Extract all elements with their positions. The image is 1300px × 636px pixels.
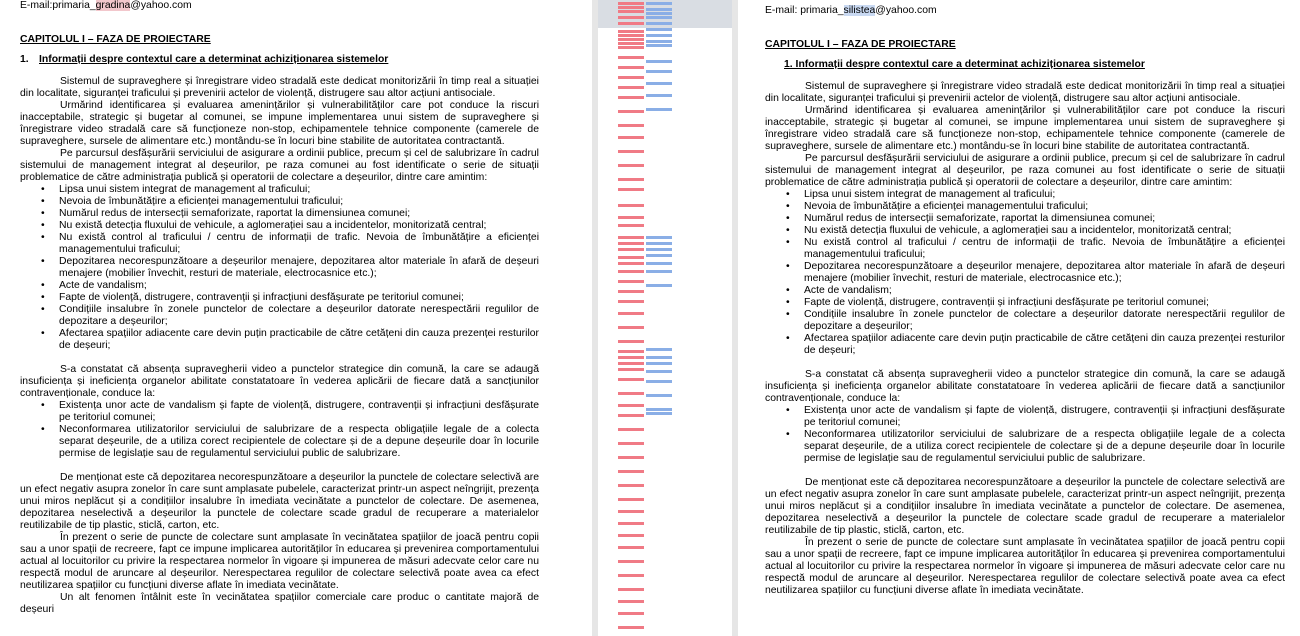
deleted-change-marker[interactable] [618, 404, 644, 407]
inserted-change-marker[interactable] [646, 284, 672, 287]
list-item: • Numărul redus de intersecții semaforizate, raportat la dimensiunea comunei; [804, 213, 1285, 225]
deleted-change-marker[interactable] [618, 534, 644, 537]
deleted-change-marker[interactable] [618, 10, 644, 13]
right-paragraph-2: Urmărind identificarea și evaluarea amenințărilor și vulnerabilităților care pot conduce la riscuri inacceptabile, strategic și bugetar al comunei, se impune implementarea unui sistem de supraveghere și înregistrare video stradală care să funcționeze non-stop, echipamentele tehnice componente (camerele de supraveghere, sursele de alimentare etc.) montându-se în locuri bine stabilite de autoritatea contractantă. [765, 105, 1285, 152]
right-email-changed-word[interactable]: silistea [843, 5, 876, 16]
list-item: • Nu există detecția fluxului de vehicule, a aglomerației sau a incidentelor, monitorizată central; [59, 220, 539, 232]
right-email-label: E-mail: primaria_ [765, 5, 844, 16]
list-item: • Nu există detecția fluxului de vehicule, a aglomerației sau a incidentelor, monitorizată central; [804, 225, 1285, 237]
left-section-heading [20, 54, 539, 66]
deleted-change-marker[interactable] [618, 124, 644, 127]
deleted-change-marker[interactable] [618, 470, 644, 473]
inserted-change-marker[interactable] [646, 34, 672, 37]
list-item: • Lipsa unui sistem integrat de management al traficului; [804, 189, 1285, 201]
deleted-change-marker[interactable] [618, 262, 644, 265]
right-problem-list [765, 189, 1285, 357]
deleted-change-marker[interactable] [618, 588, 644, 591]
deleted-change-marker[interactable] [618, 392, 644, 395]
deleted-change-marker[interactable] [618, 164, 644, 167]
inserted-change-marker[interactable] [646, 380, 672, 383]
inserted-change-marker[interactable] [646, 70, 672, 73]
deleted-change-marker[interactable] [618, 76, 644, 79]
left-section-title: Informații despre contextul care a determinat achiziționarea sistemelor [39, 54, 389, 65]
deleted-change-marker[interactable] [618, 522, 644, 525]
inserted-change-marker[interactable] [646, 370, 672, 373]
deleted-change-marker[interactable] [618, 270, 644, 273]
inserted-change-marker[interactable] [646, 348, 672, 351]
left-problem-list [20, 184, 539, 352]
deleted-change-marker[interactable] [618, 6, 644, 9]
left-paragraph-2: Urmărind identificarea și evaluarea amenințărilor și vulnerabilităților care pot conduce la riscuri inacceptabile, strategic și bugetar al comunei, se impune implementarea unui sistem de supraveghere și înregistrare video stradală care să funcționeze non-stop, echipamentele tehnice componente (camerele de supraveghere, sursele de alimentare etc.) montându-se în locuri bine stabilite de autoritatea contractantă. [20, 100, 539, 147]
deleted-change-marker[interactable] [618, 356, 644, 359]
deleted-change-marker[interactable] [618, 300, 644, 303]
list-item: • Existența unor acte de vandalism și fapte de violență, distrugere, contravenții și infracțiuni desfășurate pe teritoriul comunei; [59, 400, 539, 424]
right-chapter-heading: CAPITOLUL I – FAZA DE PROIECTARE [765, 39, 956, 50]
left-paragraph-4: S-a constatat că absența supravegherii video a punctelor strategice din comună, la care se adaugă insuficiența și ineficiența organelor abilitate constatatoare în vederea aplicării de fiecare dată a sancțiunilor contravenționale, conduce la: [20, 364, 539, 399]
list-item: • Depozitarea necorespunzătoare a deșeurilor menajere, depozitarea altor materiale în afară de deșeuri menajere (mobilier învechit, resturi de materiale, electrocasnice etc.); [804, 261, 1285, 285]
list-item: • Condițiile insalubre în zonele punctelor de colectare a deșeurilor datorate nerespectării regulilor de depozitare a deșeurilor; [59, 304, 539, 328]
list-item: • Condițiile insalubre în zonele punctelor de colectare a deșeurilor datorate nerespectării regulilor de depozitare a deșeurilor; [804, 309, 1285, 333]
left-document-page [20, 0, 539, 616]
right-section-heading: 1. Informații despre contextul care a determinat achiziționarea sistemelor [784, 59, 1145, 70]
left-email-line [20, 0, 539, 12]
deleted-change-marker[interactable] [618, 178, 644, 181]
deleted-change-marker[interactable] [618, 236, 644, 239]
inserted-change-marker[interactable] [646, 262, 672, 265]
list-item: • Nevoia de îmbunătățire a eficienței managementului traficului; [59, 196, 539, 208]
deleted-change-marker[interactable] [618, 204, 644, 207]
list-item: • Acte de vandalism; [804, 285, 1285, 297]
list-item: • Neconformarea utilizatorilor serviciului de salubrizare de a respecta obligațiile legale de a colecta separat deșeurile, de a utiliza corect recipientele de colectare și de a depune deșeurile doar în locurile permise de legislație sau de regulamentul serviciului public de salubrizare. [804, 429, 1285, 465]
right-paragraph-3: Pe parcursul desfășurării serviciului de asigurare a ordinii publice, precum și cel de salubrizare în cadrul sistemului de management integrat al deșeurilor, pe raza comunei au fost identificate o serie de situații problematice de către administrația publică și operatorii de colectare a deșeurilor, dintre care amintim: [765, 153, 1285, 188]
right-paragraph-4: S-a constatat că absența supravegherii video a punctelor strategice din comună, la care se adaugă insuficiența și ineficiența organelor abilitate constatatoare în vederea aplicării de fiecare dată a sancțiunilor contravenționale, conduce la: [765, 369, 1285, 404]
list-item: • Lipsa unui sistem integrat de management al traficului; [59, 184, 539, 196]
right-email-line [765, 5, 1285, 17]
inserted-change-marker[interactable] [646, 408, 672, 411]
inserted-change-marker[interactable] [646, 412, 672, 415]
deleted-change-marker[interactable] [618, 340, 644, 343]
list-item: • Depozitarea necorespunzătoare a deșeurilor menajere, depozitarea altor materiale în afară de deșeuri menajere (mobilier învechit, resturi de materiale, electrocasnice etc.); [59, 256, 539, 280]
deleted-change-marker[interactable] [618, 362, 644, 365]
inserted-change-marker[interactable] [646, 254, 672, 257]
deleted-change-marker[interactable] [618, 22, 644, 25]
deleted-change-marker[interactable] [618, 280, 644, 283]
inserted-change-marker[interactable] [646, 356, 672, 359]
list-item: • Fapte de violență, distrugere, contravenții și infracțiuni desfășurate pe teritoriul comunei; [59, 292, 539, 304]
deleted-change-marker[interactable] [618, 560, 644, 563]
deleted-change-marker[interactable] [618, 96, 644, 99]
left-paragraph-1: Sistemul de supraveghere și înregistrare video stradală este dedicat monitorizării în timp real a situației din localitate, siguranței traficului și prevenirii actelor de violență, distrugere sau altor acțiuni antisociale. [20, 76, 539, 99]
deleted-change-marker[interactable] [618, 612, 644, 615]
inserted-change-marker[interactable] [646, 270, 672, 273]
right-paragraph-6: În prezent o serie de puncte de colectare sunt amplasate în vecinătatea spațiilor de joacă pentru copii sau a unor spații de recreere, fapt ce impune implicarea autorităților în educarea și prevenirea comportamentului actual al locuitorilor cu privire la respectarea normelor în vigoare și impunerea de măsuri adecvate celor care nu respectă modul de aruncare al deșeurilor. Nerespectarea regulilor de colectare selectivă poate avea ca efect neutilizarea spațiilor cu funcțiuni diverse aflate în imediata vecinătate. [765, 537, 1285, 596]
deleted-change-marker[interactable] [618, 110, 644, 113]
deleted-change-marker[interactable] [618, 574, 644, 577]
left-section-number: 1. [20, 54, 29, 65]
right-document-pane[interactable] [738, 0, 1300, 636]
deleted-change-marker[interactable] [618, 256, 644, 259]
deleted-change-marker[interactable] [618, 290, 644, 293]
diff-overview-bar[interactable] [598, 0, 732, 636]
deleted-change-marker[interactable] [618, 546, 644, 549]
deleted-change-marker[interactable] [618, 312, 644, 315]
deleted-change-marker[interactable] [618, 510, 644, 513]
deleted-change-marker[interactable] [618, 56, 644, 59]
left-paragraph-6: În prezent o serie de puncte de colectare sunt amplasate în vecinătatea spațiilor de joacă pentru copii sau a unor spații de recreere, fapt ce impune implicarea autorităților în educarea și prevenirea comportamentului actual al locuitorilor cu privire la respectarea normelor în vigoare și impunerea de măsuri adecvate celor care nu respectă modul de aruncare al deșeurilor. Nerespectarea regulilor de colectare selectivă poate avea ca efect neutilizarea spațiilor cu funcțiuni diverse aflate în imediata vecinătate. [20, 532, 539, 591]
inserted-change-marker[interactable] [646, 248, 672, 251]
deleted-change-marker[interactable] [618, 456, 644, 459]
inserted-change-marker[interactable] [646, 108, 672, 111]
inserted-change-marker[interactable] [646, 236, 672, 239]
left-paragraph-5: De menționat este că depozitarea necorespunzătoare a deșeurilor la punctele de colectare selectivă are un efect negativ asupra zonelor în care sunt amplasate pubelele, caracterizat printr-un aspect neîngrijit, prezența unui miros neplăcut și a condițiilor insalubre în imediata vecinătate a punctelor de colectare. De asemenea, depozitarea neselectivă a deșeurilor la punctele de colectare scade gradul de recuperare a materialelor reutilizabile de tip plastic, sticlă, carton, etc. [20, 472, 539, 531]
deleted-change-marker[interactable] [618, 326, 644, 329]
list-item: • Neconformarea utilizatorilor serviciului de salubrizare de a respecta obligațiile legale de a colecta separat deșeurile, de a utiliza corect recipientele de colectare și de a depune deșeurile doar în locurile permise de legislație sau de regulamentul serviciului public de salubrizare. [59, 424, 539, 460]
deleted-change-marker[interactable] [618, 442, 644, 445]
deleted-change-marker[interactable] [618, 38, 644, 41]
deleted-change-marker[interactable] [618, 428, 644, 431]
left-paragraph-7: Un alt fenomen întâlnit este în vecinătatea spațiilor comerciale care produc o cantitate majoră de deșeuri [20, 592, 539, 615]
left-chapter-heading: CAPITOLUL I – FAZA DE PROIECTARE [20, 34, 211, 45]
deleted-change-marker[interactable] [618, 368, 644, 371]
left-document-pane[interactable] [0, 0, 592, 636]
inserted-change-marker[interactable] [646, 362, 672, 365]
list-item: • Afectarea spațiilor adiacente care devin puțin practicabile de către cetățeni din cauza prezenței resturilor de deșeuri; [59, 328, 539, 352]
deleted-change-marker[interactable] [618, 626, 644, 629]
list-item: • Existența unor acte de vandalism și fapte de violență, distrugere, contravenții și infracțiuni desfășurate pe teritoriul comunei; [804, 405, 1285, 429]
right-document-page [765, 0, 1285, 597]
diff-overview-map [598, 0, 732, 636]
list-item: • Nevoia de îmbunătățire a eficienței managementului traficului; [804, 201, 1285, 213]
deleted-change-marker[interactable] [618, 224, 644, 227]
deleted-change-marker[interactable] [618, 42, 644, 45]
deleted-change-marker[interactable] [618, 66, 644, 69]
inserted-change-marker[interactable] [646, 40, 672, 43]
deleted-change-marker[interactable] [618, 188, 644, 191]
list-item: • Nu există control al traficului / centru de informații de trafic. Nevoia de îmbunătățire a eficienței managementului traficului; [59, 232, 539, 256]
deleted-change-marker[interactable] [618, 378, 644, 381]
right-paragraph-5: De menționat este că depozitarea necorespunzătoare a deșeurilor la punctele de colectare selectivă are un efect negativ asupra zonelor în care sunt amplasate pubelele, caracterizat printr-un aspect neîngrijit, prezența unui miros neplăcut și a condițiilor insalubre în imediata vecinătate a punctelor de colectare. De asemenea, depozitarea neselectivă a deșeurilor la punctele de colectare scade gradul de recuperare a materialelor reutilizabile de tip plastic, sticlă, carton, etc. [765, 477, 1285, 536]
inserted-change-marker[interactable] [646, 8, 672, 11]
left-email-label: E-mail:primaria_ [20, 0, 96, 11]
list-item: • Fapte de violență, distrugere, contravenții și infracțiuni desfășurate pe teritoriul comunei; [804, 297, 1285, 309]
inserted-change-marker[interactable] [646, 82, 672, 85]
deleted-change-marker[interactable] [618, 414, 644, 417]
deleted-change-marker[interactable] [618, 350, 644, 353]
deleted-change-marker[interactable] [618, 484, 644, 487]
deleted-change-marker[interactable] [618, 242, 644, 245]
deleted-change-marker[interactable] [618, 46, 644, 49]
inserted-change-marker[interactable] [646, 22, 672, 25]
deleted-change-marker[interactable] [618, 498, 644, 501]
inserted-change-marker[interactable] [646, 94, 672, 97]
list-item: • Nu există control al traficului / centru de informații de trafic. Nevoia de îmbunătățire a eficienței managementului traficului; [804, 237, 1285, 261]
deleted-change-marker[interactable] [618, 216, 644, 219]
left-email-suffix: @yahoo.com [130, 0, 192, 11]
deleted-change-marker[interactable] [618, 86, 644, 89]
deleted-change-marker[interactable] [618, 150, 644, 153]
inserted-change-marker[interactable] [646, 44, 672, 47]
list-item: • Numărul redus de intersecții semaforizate, raportat la dimensiunea comunei; [59, 208, 539, 220]
left-paragraph-3: Pe parcursul desfășurării serviciului de asigurare a ordinii publice, precum și cel de salubrizare în cadrul sistemului de management integrat al deșeurilor, pe raza comunei au fost identificate o serie de situații problematice de către administrația publică și operatorii de colectare a deșeurilor, dintre care amintim: [20, 148, 539, 183]
inserted-change-marker[interactable] [646, 12, 672, 15]
left-consequence-list [20, 400, 539, 460]
deleted-change-marker[interactable] [618, 30, 644, 33]
inserted-change-marker[interactable] [646, 242, 672, 245]
inserted-markers [646, 2, 672, 415]
deleted-change-marker[interactable] [618, 34, 644, 37]
right-consequence-list [765, 405, 1285, 465]
inserted-change-marker[interactable] [646, 2, 672, 5]
deleted-change-marker[interactable] [618, 248, 644, 251]
list-item: • Afectarea spațiilor adiacente care devin puțin practicabile de către cetățeni din cauza prezenței resturilor de deșeuri; [804, 333, 1285, 357]
list-item: • Acte de vandalism; [59, 280, 539, 292]
deleted-change-marker[interactable] [618, 16, 644, 19]
deleted-change-marker[interactable] [618, 600, 644, 603]
right-paragraph-1: Sistemul de supraveghere și înregistrare video stradală este dedicat monitorizării în timp real a situației din localitate, siguranței traficului și prevenirii actelor de violență, distrugere sau altor acțiuni antisociale. [765, 81, 1285, 104]
inserted-change-marker[interactable] [646, 394, 672, 397]
deleted-change-marker[interactable] [618, 2, 644, 5]
inserted-change-marker[interactable] [646, 60, 672, 63]
deleted-change-marker[interactable] [618, 136, 644, 139]
right-email-suffix: @yahoo.com [875, 5, 937, 16]
left-email-changed-word[interactable]: gradina [95, 0, 131, 11]
inserted-change-marker[interactable] [646, 28, 672, 31]
inserted-change-marker[interactable] [646, 16, 672, 19]
